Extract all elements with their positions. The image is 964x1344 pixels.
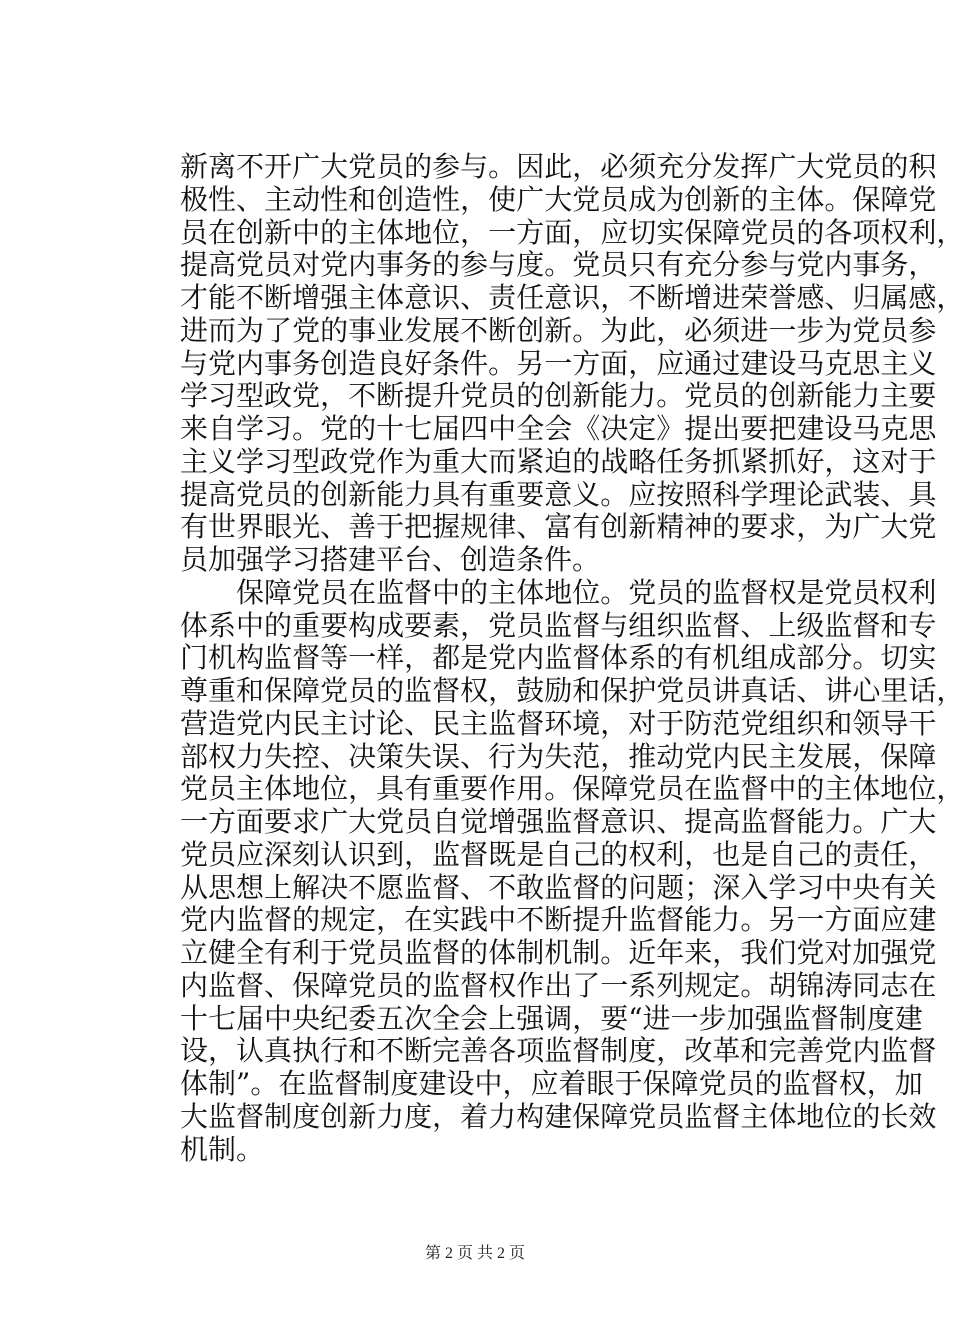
text-line: 内 监 督 、 保 障 党 员 的 监 督 权 作 出 了 一 系 列 规 定 。 胡 锦 涛 同 志 在 [180, 968, 937, 1002]
page-number-footer: 第 2 页 共 2 页 [424, 1245, 525, 1262]
text-line: 员加强学习搭建平台、创造条件。 [180, 543, 601, 576]
text-line: 立 健 全 有 利 于 党 员 监 督 的 体 制 机 制 。 近 年 来 ， 我 们 党 对 加 强 党 [180, 936, 937, 969]
text-line: 营 造 党 内 民 主 讨 论 、 民 主 监 督 环 境 ， 对 于 防 范 党 组 织 和 领 导 干 [180, 706, 937, 740]
text-line: 一 方 面 要 求 广 大 党 员 自 觉 增 强 监 督 意 识 、 提 高 监 督 能 力 。 广 大 [180, 805, 937, 838]
text-line: 主 义 学 习 型 政 党 作 为 重 大 而 紧 迫 的 战 略 任 务 抓 紧 抓 好 ， 这 对 于 [180, 444, 937, 478]
text-line: 与 党 内 事 务 创 造 良 好 条 件 。 另 一 方 面 ， 应 通 过 建 设 马 克 思 主 义 [180, 346, 937, 380]
text-line: 来 自 学 习 。 党 的 十 七 届 四 中 全 会 《 决 定 》 提 出 要 把 建 设 马 克 思 [180, 412, 937, 445]
text-line: 才 能 不 断 增 强 主 体 意 识 、 责 任 意 识 ， 不 断 增 进 荣 誉 感 、 归 属 感 ， [180, 281, 964, 314]
text-line: 提 高 党 员 对 党 内 事 务 的 参 与 度 。 党 员 只 有 充 分 参 与 党 内 事 务 ， [180, 248, 937, 282]
text-line: 大 监 督 制 度 创 新 力 度 ， 着 力 构 建 保 障 党 员 监 督 主 体 地 位 的 长 效 [180, 1099, 937, 1133]
text-line: 党 员 应 深 刻 认 识 到 ， 监 督 既 是 自 己 的 权 利 ， 也 是 自 己 的 责 任 ， [180, 837, 937, 871]
text-line: 体 系 中 的 重 要 构 成 要 素 ， 党 员 监 督 与 组 织 监 督 、 上 级 监 督 和 专 [180, 608, 937, 642]
text-line: 极 性 、 主 动 性 和 创 造 性 ， 使 广 大 党 员 成 为 创 新 的 主 体 。 保 障 党 [180, 182, 937, 216]
text-line: 有 世 界 眼 光 、 善 于 把 握 规 律 、 富 有 创 新 精 神 的 要 求 ， 为 广 大 党 [180, 510, 937, 544]
text-line: 体 制 ” 。 在 监 督 制 度 建 设 中 ， 应 着 眼 于 保 障 党 员 的 监 督 权 ， 加 [180, 1067, 923, 1100]
paragraph-innovation [180, 150, 964, 577]
text-line: 提 高 党 员 的 创 新 能 力 具 有 重 要 意 义 。 应 按 照 科 学 理 论 武 装 、 具 [180, 477, 937, 511]
text-line: 设 ， 认 真 执 行 和 不 断 完 善 各 项 监 督 制 度 ， 改 革 和 完 善 党 内 监 督 [180, 1034, 937, 1068]
text-line: 党 员 主 体 地 位 ， 具 有 重 要 作 用 。 保 障 党 员 在 监 督 中 的 主 体 地 位 ， [180, 772, 964, 806]
document-body [180, 150, 964, 1166]
text-line: 保 障 党 员 在 监 督 中 的 主 体 地 位 。 党 员 的 监 督 权 是 党 员 权 利 [236, 575, 937, 609]
text-line: 从 思 想 上 解 决 不 愿 监 督 、 不 敢 监 督 的 问 题 ； 深 入 学 习 中 央 有 关 [180, 870, 937, 904]
text-line: 机制。 [180, 1132, 265, 1166]
text-line: 部 权 力 失 控 、 决 策 失 误 、 行 为 失 范 ， 推 动 党 内 民 主 发 展 ， 保 障 [180, 739, 937, 773]
text-line: 学 习 型 政 党 ， 不 断 提 升 党 员 的 创 新 能 力 。 党 员 的 创 新 能 力 主 要 [180, 379, 937, 413]
text-line: 党 内 监 督 的 规 定 ， 在 实 践 中 不 断 提 升 监 督 能 力 。 另 一 方 面 应 建 [180, 903, 937, 937]
text-line: 十 七 届 中 央 纪 委 五 次 全 会 上 强 调 ， 要 “ 进 一 步 加 强 监 督 制 度 建 [180, 1001, 923, 1035]
text-line: 尊 重 和 保 障 党 员 的 监 督 权 ， 鼓 励 和 保 护 党 员 讲 真 话 、 讲 心 里 话 ， [180, 674, 964, 707]
text-line: 门 机 构 监 督 等 一 样 ， 都 是 党 内 监 督 体 系 的 有 机 组 成 部 分 。 切 实 [180, 641, 937, 675]
paragraph-supervision [180, 575, 964, 1167]
text-line: 新 离 不 开 广 大 党 员 的 参 与 。 因 此 ， 必 须 充 分 发 挥 广 大 党 员 的 积 [180, 150, 937, 183]
text-line: 员 在 创 新 中 的 主 体 地 位 ， 一 方 面 ， 应 切 实 保 障 党 员 的 各 项 权 利 ， [180, 215, 964, 249]
text-line: 进 而 为 了 党 的 事 业 发 展 不 断 创 新 。 为 此 ， 必 须 进 一 步 为 党 员 参 [180, 313, 937, 347]
